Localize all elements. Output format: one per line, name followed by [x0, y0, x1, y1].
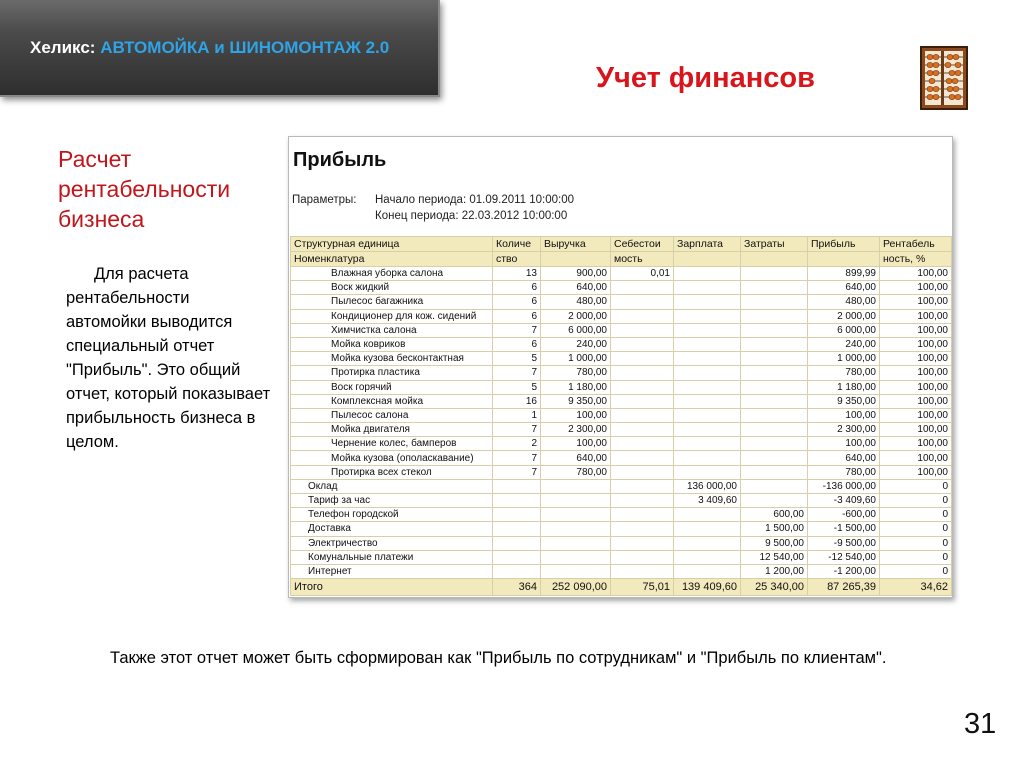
table-cell: [741, 366, 808, 380]
table-cell: 640,00: [808, 281, 880, 295]
table-cell: [611, 295, 674, 309]
table-cell: 9 350,00: [808, 394, 880, 408]
table-cell: -600,00: [808, 508, 880, 522]
column-header: [808, 252, 880, 267]
table-cell: [541, 479, 611, 493]
total-cell: 252 090,00: [541, 579, 611, 596]
table-row: [291, 309, 952, 323]
header-title: [30, 38, 389, 58]
table-cell: 16: [493, 394, 541, 408]
table-cell: [541, 550, 611, 564]
row-label: Доставка: [291, 522, 493, 536]
table-cell: [674, 536, 741, 550]
table-cell: [611, 281, 674, 295]
table-cell: 780,00: [541, 366, 611, 380]
row-label: Кондиционер для кож. сидений: [291, 309, 493, 323]
table-cell: -1 200,00: [808, 564, 880, 578]
table-cell: [674, 423, 741, 437]
description-body: Для расчета рентабельности автомойки выводится специальный отчет "Прибыль". Это общий отчет, который показывает прибыльность бизнеса в целом.: [66, 265, 271, 451]
table-cell: [674, 437, 741, 451]
table-cell: [493, 508, 541, 522]
column-header: Выручка: [541, 237, 611, 252]
table-cell: 6: [493, 295, 541, 309]
table-cell: 100,00: [880, 408, 952, 422]
table-cell: 12 540,00: [741, 550, 808, 564]
table-cell: 7: [493, 423, 541, 437]
table-cell: [741, 380, 808, 394]
table-row: [291, 465, 952, 479]
table-cell: 240,00: [541, 337, 611, 351]
table-cell: 0,01: [611, 267, 674, 281]
column-header: мость: [611, 252, 674, 267]
table-cell: 100,00: [880, 352, 952, 366]
table-cell: 2 000,00: [541, 309, 611, 323]
table-cell: 100,00: [880, 267, 952, 281]
row-label: Воск горячий: [291, 380, 493, 394]
table-row: [291, 281, 952, 295]
table-cell: [674, 380, 741, 394]
table-cell: 136 000,00: [674, 479, 741, 493]
table-cell: 2 300,00: [541, 423, 611, 437]
table-cell: [611, 522, 674, 536]
table-cell: 0: [880, 522, 952, 536]
table-cell: 640,00: [808, 451, 880, 465]
table-cell: [674, 522, 741, 536]
total-cell: 25 340,00: [741, 579, 808, 596]
table-row: [291, 437, 952, 451]
table-cell: [493, 522, 541, 536]
table-cell: [674, 408, 741, 422]
table-cell: 780,00: [808, 366, 880, 380]
abacus-icon: [920, 46, 968, 110]
profit-report: [288, 136, 953, 598]
report-title: Прибыль: [293, 149, 387, 171]
table-cell: -9 500,00: [808, 536, 880, 550]
table-cell: [611, 423, 674, 437]
table-cell: 780,00: [808, 465, 880, 479]
table-cell: -136 000,00: [808, 479, 880, 493]
table-cell: 0: [880, 479, 952, 493]
table-cell: [493, 550, 541, 564]
table-cell: [674, 465, 741, 479]
column-header: Зарплата: [674, 237, 741, 252]
table-cell: [741, 394, 808, 408]
table-row: [291, 380, 952, 394]
table-header-row: [291, 252, 952, 267]
row-label: Чернение колес, бамперов: [291, 437, 493, 451]
table-cell: 9 500,00: [741, 536, 808, 550]
page-number: 31: [964, 708, 997, 740]
table-cell: [674, 352, 741, 366]
description-text: [66, 262, 272, 454]
table-cell: 640,00: [541, 281, 611, 295]
row-label: Мойка двигателя: [291, 423, 493, 437]
table-cell: [611, 408, 674, 422]
row-label: Телефон городской: [291, 508, 493, 522]
table-cell: [493, 479, 541, 493]
table-cell: [741, 281, 808, 295]
table-row: [291, 394, 952, 408]
table-row: [291, 366, 952, 380]
table-cell: 2: [493, 437, 541, 451]
table-cell: 5: [493, 352, 541, 366]
table-cell: [674, 323, 741, 337]
footer-note-text: Также этот отчет может быть сформирован как "Прибыль по сотрудникам" и "Прибыль по клиентам".: [110, 649, 887, 667]
total-cell: 75,01: [611, 579, 674, 596]
row-label: Влажная уборка салона: [291, 267, 493, 281]
table-cell: 6 000,00: [808, 323, 880, 337]
table-cell: [611, 564, 674, 578]
row-label: Электричество: [291, 536, 493, 550]
table-cell: 780,00: [541, 465, 611, 479]
table-row: [291, 536, 952, 550]
row-label: Протирка всех стекол: [291, 465, 493, 479]
table-row: [291, 295, 952, 309]
table-cell: 1 200,00: [741, 564, 808, 578]
table-row: [291, 352, 952, 366]
table-cell: 0: [880, 550, 952, 564]
table-cell: 1 180,00: [541, 380, 611, 394]
total-cell: 34,62: [880, 579, 952, 596]
table-cell: [674, 281, 741, 295]
table-cell: [674, 394, 741, 408]
table-cell: 100,00: [880, 437, 952, 451]
table-cell: 480,00: [541, 295, 611, 309]
column-header: Количе: [493, 237, 541, 252]
table-cell: [674, 564, 741, 578]
table-row: [291, 323, 952, 337]
table-cell: 100,00: [880, 366, 952, 380]
table-row: [291, 508, 952, 522]
table-cell: 0: [880, 536, 952, 550]
table-cell: [493, 494, 541, 508]
column-header: Затраты: [741, 237, 808, 252]
row-label: Тариф за час: [291, 494, 493, 508]
table-cell: 7: [493, 465, 541, 479]
section-heading: Расчет рентабельности бизнеса: [58, 146, 231, 232]
table-row: [291, 494, 952, 508]
table-cell: 7: [493, 323, 541, 337]
table-cell: 100,00: [880, 451, 952, 465]
table-cell: [674, 451, 741, 465]
column-header: Структурная единица: [291, 237, 493, 252]
row-label: Химчистка салона: [291, 323, 493, 337]
row-label: Пылесос салона: [291, 408, 493, 422]
table-row: [291, 522, 952, 536]
row-label: Мойка кузова бесконтактная: [291, 352, 493, 366]
table-cell: 600,00: [741, 508, 808, 522]
table-cell: 100,00: [880, 295, 952, 309]
table-cell: [741, 437, 808, 451]
column-header: ность, %: [880, 252, 952, 267]
table-cell: 100,00: [880, 323, 952, 337]
table-row: [291, 423, 952, 437]
table-cell: 100,00: [808, 437, 880, 451]
table-cell: 7: [493, 451, 541, 465]
table-cell: [493, 536, 541, 550]
table-cell: [541, 508, 611, 522]
table-header-row: [291, 237, 952, 252]
column-header: ство: [493, 252, 541, 267]
table-cell: [611, 352, 674, 366]
table-cell: 0: [880, 564, 952, 578]
table-cell: 2 300,00: [808, 423, 880, 437]
table-cell: 100,00: [880, 423, 952, 437]
period-end: Конец периода: 22.03.2012 10:00:00: [375, 210, 568, 222]
row-label: Комунальные платежи: [291, 550, 493, 564]
table-cell: 9 350,00: [541, 394, 611, 408]
table-cell: [674, 309, 741, 323]
table-cell: [611, 437, 674, 451]
total-cell: 87 265,39: [808, 579, 880, 596]
table-cell: 100,00: [880, 380, 952, 394]
table-row: [291, 451, 952, 465]
table-row: [291, 479, 952, 493]
table-cell: [741, 408, 808, 422]
table-cell: 1 000,00: [541, 352, 611, 366]
product-name: АВТОМОЙКА и ШИНОМОНТАЖ 2.0: [100, 38, 390, 57]
table-cell: 100,00: [880, 337, 952, 351]
table-row: [291, 267, 952, 281]
table-cell: 13: [493, 267, 541, 281]
profit-table: [290, 236, 952, 596]
table-cell: [741, 295, 808, 309]
table-row: [291, 564, 952, 578]
table-cell: [493, 564, 541, 578]
table-cell: [741, 267, 808, 281]
table-cell: [741, 479, 808, 493]
table-row: [291, 337, 952, 351]
table-cell: [741, 337, 808, 351]
total-row: [291, 579, 952, 596]
row-label: Мойка ковриков: [291, 337, 493, 351]
table-cell: [741, 323, 808, 337]
total-cell: 139 409,60: [674, 579, 741, 596]
table-cell: [541, 494, 611, 508]
row-label: Оклад: [291, 479, 493, 493]
table-cell: 1 000,00: [808, 352, 880, 366]
table-cell: 1 180,00: [808, 380, 880, 394]
table-cell: 7: [493, 366, 541, 380]
table-cell: [674, 267, 741, 281]
table-cell: 0: [880, 508, 952, 522]
table-cell: 2 000,00: [808, 309, 880, 323]
table-cell: 100,00: [880, 394, 952, 408]
table-cell: [611, 508, 674, 522]
table-cell: -12 540,00: [808, 550, 880, 564]
table-cell: [611, 323, 674, 337]
table-cell: 6 000,00: [541, 323, 611, 337]
table-cell: [541, 536, 611, 550]
table-cell: [741, 451, 808, 465]
row-label: Протирка пластика: [291, 366, 493, 380]
table-cell: [611, 465, 674, 479]
row-label: Мойка кузова (ополаскавание): [291, 451, 493, 465]
row-label: Комплексная мойка: [291, 394, 493, 408]
table-cell: [674, 366, 741, 380]
table-cell: [674, 295, 741, 309]
table-cell: [741, 465, 808, 479]
table-cell: [611, 309, 674, 323]
table-row: [291, 408, 952, 422]
page-title: Учет финансов: [596, 62, 815, 94]
table-cell: 1 500,00: [741, 522, 808, 536]
table-cell: 640,00: [541, 451, 611, 465]
table-cell: [674, 337, 741, 351]
table-cell: [611, 380, 674, 394]
row-label: Пылесос багажника: [291, 295, 493, 309]
table-cell: [541, 522, 611, 536]
table-cell: 240,00: [808, 337, 880, 351]
table-cell: [741, 423, 808, 437]
table-cell: 899,99: [808, 267, 880, 281]
table-cell: [741, 494, 808, 508]
table-cell: [611, 536, 674, 550]
table-cell: [741, 309, 808, 323]
table-cell: [611, 494, 674, 508]
table-cell: -1 500,00: [808, 522, 880, 536]
table-cell: -3 409,60: [808, 494, 880, 508]
column-header: Прибыль: [808, 237, 880, 252]
table-cell: 6: [493, 337, 541, 351]
table-cell: [674, 508, 741, 522]
table-cell: [741, 352, 808, 366]
table-cell: 1: [493, 408, 541, 422]
period-start: Начало периода: 01.09.2011 10:00:00: [375, 194, 575, 206]
column-header: Рентабель: [880, 237, 952, 252]
table-cell: [611, 451, 674, 465]
params-label: Параметры:: [292, 194, 357, 206]
table-row: [291, 550, 952, 564]
table-cell: 5: [493, 380, 541, 394]
row-label: Интернет: [291, 564, 493, 578]
table-cell: 6: [493, 309, 541, 323]
table-cell: [611, 479, 674, 493]
table-cell: [611, 550, 674, 564]
table-cell: 480,00: [808, 295, 880, 309]
brand-name: Хеликс:: [30, 38, 96, 57]
table-cell: 900,00: [541, 267, 611, 281]
total-label: Итого: [291, 579, 493, 596]
header-banner: [0, 0, 440, 97]
table-cell: 100,00: [880, 281, 952, 295]
table-cell: 3 409,60: [674, 494, 741, 508]
row-label: Воск жидкий: [291, 281, 493, 295]
table-cell: [611, 394, 674, 408]
table-cell: 100,00: [541, 408, 611, 422]
column-header: [541, 252, 611, 267]
table-cell: [611, 366, 674, 380]
table-cell: 6: [493, 281, 541, 295]
table-cell: 100,00: [880, 309, 952, 323]
table-cell: [674, 550, 741, 564]
table-cell: [541, 564, 611, 578]
table-cell: 100,00: [808, 408, 880, 422]
column-header: [674, 252, 741, 267]
column-header: Номенклатура: [291, 252, 493, 267]
table-cell: [611, 337, 674, 351]
table-cell: 100,00: [880, 465, 952, 479]
table-cell: 100,00: [541, 437, 611, 451]
table-cell: 0: [880, 494, 952, 508]
column-header: Себестои: [611, 237, 674, 252]
column-header: [741, 252, 808, 267]
footer-note: [82, 646, 942, 670]
total-cell: 364: [493, 579, 541, 596]
